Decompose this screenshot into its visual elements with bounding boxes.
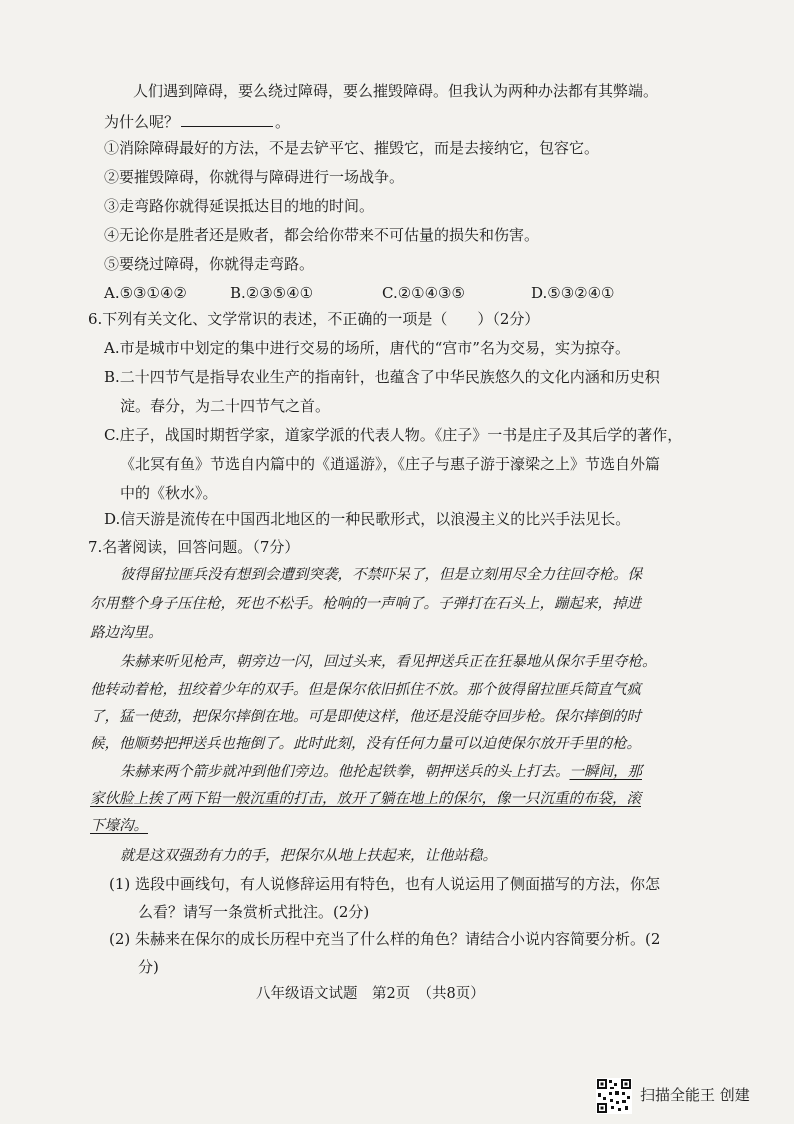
q5-sentence-1: ①消除障碍最好的方法，不是去铲平它、摧毁它，而是去接纳它，包容它。 <box>104 139 600 157</box>
q5-stem-period: 。 <box>275 113 291 131</box>
q5-stem-question: 为什么呢？ <box>104 113 180 131</box>
q5-sentence-3: ③走弯路你就得延误抵达目的地的时间。 <box>104 197 375 215</box>
q6-option-b-line1: B.二十四节气是指导农业生产的指南针，也蕴含了中华民族悠久的文化内涵和历史积 <box>104 368 660 386</box>
q7-passage-p3-line1 <box>120 762 642 782</box>
q7-p3-plain: 朱赫来两个箭步就冲到他们旁边。他抡起铁拳，朝押送兵的头上打去。 <box>120 764 570 780</box>
q5-sentence-5: ⑤要绕过障碍，你就得走弯路。 <box>104 255 315 273</box>
q5-sentence-4: ④无论你是胜者还是败者，都会给你带来不可估量的损失和伤害。 <box>104 226 540 244</box>
q7-stem: 7.名著阅读，回答问题。（7分） <box>88 538 300 556</box>
q7-passage-p2-line4: 候，他顺势把押送兵也拖倒了。此时此刻，没有任何力量可以迫使保尔放开手里的枪。 <box>90 736 641 752</box>
q5-stem-line2 <box>104 112 290 132</box>
q7-subquestion-1-line2: 么看？请写一条赏析式批注。(2分) <box>138 903 370 921</box>
q6-option-d: D.信天游是流传在中国西北地区的一种民歌形式，以浪漫主义的比兴手法见长。 <box>104 510 631 528</box>
q6-option-a: A.市是城市中划定的集中进行交易的场所，唐代的“宫市”名为交易，实为掠夺。 <box>104 339 630 357</box>
q7-passage-p2-line2: 他转动着枪，扭绞着少年的双手。但是保尔依旧抓住不放。那个彼得留拉匪兵简直气疯 <box>90 682 641 698</box>
q7-passage-p4: 就是这双强劲有力的手，把保尔从地上扶起来，让他站稳。 <box>120 848 497 864</box>
q7-passage-p2-line3: 了，猛一使劲，把保尔摔倒在地。可是即使这样，他还是没能夺回步枪。保尔摔倒的时 <box>90 709 641 725</box>
underlined-sentence-line2: 家伙脸上挨了两下铅一般沉重的打击，放开了躺在地上的保尔，像一只沉重的布袋，滚 <box>90 791 641 807</box>
q5-stem-line1: 人们遇到障碍，要么绕过障碍，要么摧毁障碍。但我认为两种办法都有其弊端。 <box>133 82 659 100</box>
q6-option-c-line3: 中的《秋水》。 <box>120 484 218 502</box>
page-footer: 八年级语文试题 第2页 （共8页） <box>256 986 485 1002</box>
q5-sentence-2: ②要摧毁障碍，你就得与障碍进行一场战争。 <box>104 168 405 186</box>
underlined-sentence-line3: 下壕沟。 <box>90 818 148 834</box>
qr-code-icon <box>596 1078 632 1114</box>
q5-option-b: B.②③⑤④① <box>230 284 314 302</box>
q7-subquestion-1-line1: (1) 选段中画线句，有人说修辞运用有特色，也有人说运用了侧面描写的方法，你怎 <box>109 875 661 893</box>
q7-passage-p2-line1: 朱赫来听见枪声，朝旁边一闪，回过头来，看见押送兵正在狂暴地从保尔手里夺枪。 <box>120 654 657 670</box>
q5-option-c: C.②①④③⑤ <box>382 284 465 302</box>
q6-option-c-line1: C.庄子，战国时期哲学家，道家学派的代表人物。《庄子》一书是庄子及其后学的著作， <box>104 426 683 444</box>
q7-subquestion-2-line1: (2) 朱赫来在保尔的成长历程中充当了什么样的角色？请结合小说内容简要分析。(2 <box>109 930 661 948</box>
q7-subquestion-2-line2: 分) <box>138 958 159 976</box>
q7-passage-p1-line2: 尔用整个身子压住枪，死也不松手。枪响的一声响了。子弹打在石头上，蹦起来，掉进 <box>90 596 641 612</box>
q6-option-b-line2: 淀。春分，为二十四节气之首。 <box>120 397 331 415</box>
q6-option-c-line2: 《北冥有鱼》节选自内篇中的《逍遥游》，《庄子与惠子游于濠梁之上》节选自外篇 <box>120 455 661 473</box>
q7-passage-p1-line1: 彼得留拉匪兵没有想到会遭到突袭，不禁吓呆了，但是立刻用尽全力往回夺枪。保 <box>120 567 642 583</box>
scanner-brand: 扫描全能王 创建 <box>640 1086 750 1104</box>
q7-passage-p1-line3: 路边沟里。 <box>90 625 163 641</box>
underlined-sentence-start: 一瞬间，那 <box>569 764 642 780</box>
q5-option-d: D.⑤③②④① <box>531 284 615 302</box>
answer-blank <box>181 112 273 127</box>
q6-stem: 6.下列有关文化、文学常识的表述，不正确的一项是（ ）（2分） <box>88 310 540 328</box>
q5-option-a: A.⑤③①④② <box>104 284 187 302</box>
